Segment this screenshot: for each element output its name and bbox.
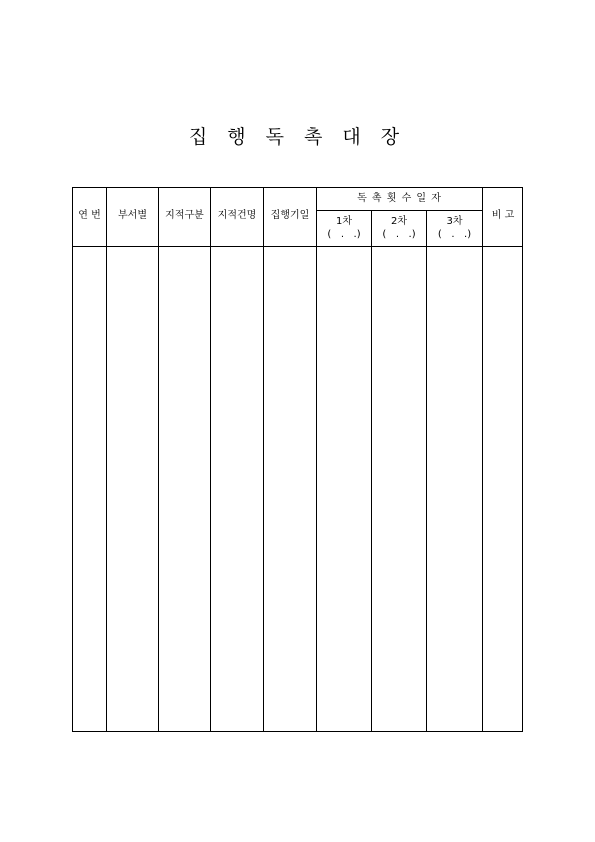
header-reminder-2 [372, 215, 426, 241]
reminder-3-label: 3차 [446, 216, 463, 227]
header-category: 지적구분 [165, 210, 204, 221]
column-divider [106, 188, 107, 731]
column-divider [210, 188, 211, 731]
group-header-divider [316, 210, 482, 211]
header-execution-deadline: 집행기일 [270, 210, 310, 221]
header-remarks: 비 고 [491, 210, 515, 221]
column-divider [316, 188, 317, 731]
header-serial: 연 번 [78, 210, 101, 221]
ledger-table [72, 187, 523, 732]
column-divider [482, 188, 483, 731]
header-count: 지적건명 [217, 210, 257, 221]
header-reminder-group: 독 촉 횟 수 일 자 [357, 193, 442, 204]
header-reminder-3 [427, 215, 482, 241]
column-divider [158, 188, 159, 731]
header-reminder-1 [317, 215, 371, 241]
reminder-2-date: ( . .) [382, 229, 416, 240]
column-divider [263, 188, 264, 731]
reminder-1-date: ( . .) [327, 229, 361, 240]
reminder-2-label: 2차 [390, 216, 408, 227]
header-bottom-line [73, 246, 522, 247]
column-divider [371, 210, 372, 731]
column-divider [426, 210, 427, 731]
reminder-3-date: ( . .) [437, 229, 472, 240]
page-title: 집 행 독 촉 대 장 [188, 126, 407, 148]
reminder-1-label: 1차 [335, 216, 353, 227]
header-department: 부서별 [118, 210, 147, 221]
